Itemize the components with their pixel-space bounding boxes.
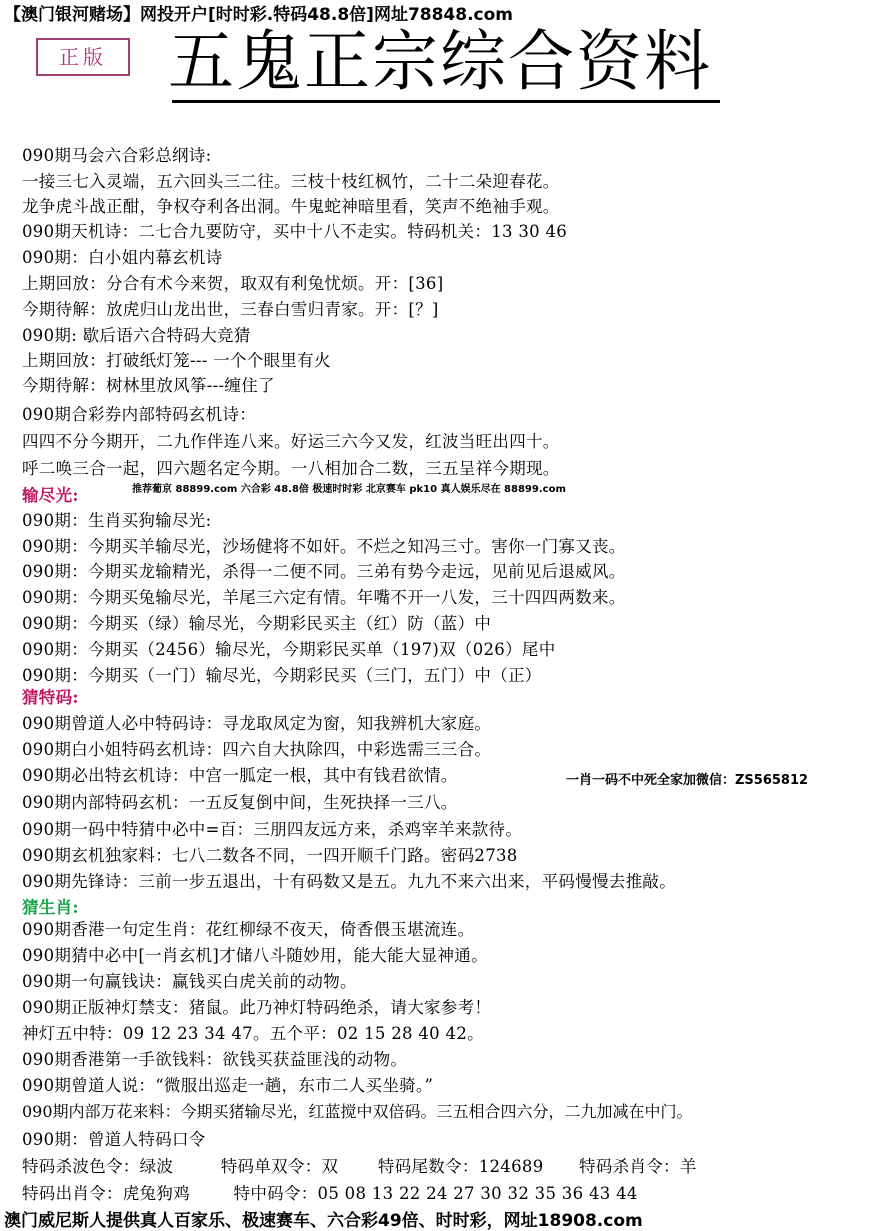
zodiac-line: 神灯五中特：09 12 23 34 47。五个平：02 15 28 40 42。: [22, 1024, 484, 1043]
order-item: 特码出肖令：虎兔狗鸡: [22, 1184, 190, 1203]
lose-line: 090期：今期买（2456）输尽光，今期彩民买单（197)双（026）尾中: [22, 640, 556, 659]
order-item: 特码杀肖令：羊: [579, 1157, 697, 1176]
code-poem-line: 090期白小姐特码玄机诗：四六自大执除四，中彩选需三三合。: [22, 740, 492, 759]
current-puzzle-line: 今期待解：放虎归山龙出世，三春白雪归青家。开：[？]: [22, 300, 439, 319]
bottom-ad-banner[interactable]: 澳门威尼斯人提供真人百家乐、极速赛车、六合彩49倍、时时彩，网址18908.com: [4, 1211, 643, 1231]
xiehouyu-heading: 090期: 歇后语六合特码大竞猜: [22, 326, 251, 345]
mid-ad-banner[interactable]: 推荐葡京 88899.com 六合彩 48.8倍 极速时时彩 北京赛车 pk10 真人娱乐尽在 88899.com: [132, 484, 566, 495]
code-poem-line: 090期曾道人必中特码诗：寻龙取凤定为窗，知我辨机大家庭。: [22, 714, 492, 733]
last-review-line: 上期回放：打破纸灯笼--- 一个个眼里有火: [22, 351, 331, 370]
zodiac-line: 090期曾道人说：“微服出巡走一趟，东市二人买坐骑。”: [22, 1076, 434, 1095]
top-ad-banner[interactable]: 【澳门银河赌场】网投开户[时时彩.特码48.8倍]网址78848.com: [4, 5, 514, 25]
code-poem-line: 090期一码中特猜中必中=百：三朋四友远方来，杀鸡宰羊来款待。: [22, 820, 523, 839]
baixiaojie-heading: 090期：白小姐内幕玄机诗: [22, 248, 223, 267]
internal-poem-line: 四四不分今期开，二九作伴连八来。好运三六今又发，红波当旺出四十。: [22, 432, 560, 451]
lose-line: 090期：生肖买狗输尽光:: [22, 511, 212, 530]
order-item: 特码尾数令：124689: [377, 1157, 544, 1176]
poem-heading: 090期马会六合彩总纲诗:: [22, 146, 212, 165]
tianji-poem-line: 090期天机诗：二七合九要防守，买中十八不走实。特码机关：13 30 46: [22, 222, 568, 241]
zodiac-line: 090期正版神灯禁支：猪鼠。此乃神灯特码绝杀，请大家参考！: [22, 998, 492, 1017]
zodiac-line: 090期香港一句定生肖：花红柳绿不夜天，倚香偎玉堪流连。: [22, 920, 475, 939]
zodiac-line: 090期香港第一手欲钱料：欲钱买获益匪浅的动物。: [22, 1050, 408, 1069]
lose-line: 090期：今期买羊输尽光，沙场健将不如奸。不烂之知冯三寸。害你一门寡又丧。: [22, 537, 626, 556]
zodiac-line: 090期一句赢钱诀：赢钱买白虎关前的动物。: [22, 972, 357, 991]
orders-row-2: [22, 1184, 638, 1204]
code-poem-line: 090期必出特玄机诗：中宫一胍定一根，其中有钱君欲情。: [22, 766, 458, 785]
code-poem-line: 090期先锋诗：三前一步五退出，十有码数又是五。九九不来六出来，平码慢慢去推敲。: [22, 872, 676, 891]
order-item: 特码杀波色令：绿波: [22, 1157, 174, 1176]
code-poem-line: 090期玄机独家料：七八二数各不同，一四开顺千门路。密码2738: [22, 846, 518, 865]
zodiac-line: 090期猜中必中[一肖玄机]才储八斗随妙用，能大能大显神通。: [22, 946, 488, 965]
order-item: 特中码令：05 08 13 22 24 27 30 32 35 36 43 44: [233, 1184, 638, 1203]
lose-line: 090期：今期买龙输精光，杀得一二便不同。三弟有势今走远，见前见后退威风。: [22, 562, 626, 581]
last-review-line: 上期回放：分合有术今来贺，取双有利兔忧烦。开：[36]: [22, 274, 444, 293]
current-puzzle-line: 今期待解：树林里放风筝---缠住了: [22, 376, 275, 395]
internal-poem-line: 呼二唤三合一起，四六题名定今期。一八相加合二数，三五呈祥今期现。: [22, 459, 560, 478]
page-title: 五鬼正宗综合资料: [168, 23, 712, 100]
title-underline: [172, 100, 720, 103]
zodiac-line: 090期内部万花来料：今期买猪输尽光，红蓝搅中双倍码。三五相合四六分，二九加减在中门。: [22, 1102, 693, 1121]
lose-line: 090期：今期买（一门）输尽光，今期彩民买（三门，五门）中（正）: [22, 666, 542, 685]
poem-line: 龙争虎斗战正酣，争权夺利各出洞。牛鬼蛇神暗里看，笑声不绝袖手观。: [22, 197, 560, 216]
zodiac-line: 090期：曾道人特码口令: [22, 1130, 206, 1149]
section-heading-guess-code: 猜特码:: [22, 688, 79, 707]
section-heading-lose: 输尽光:: [22, 486, 79, 505]
lose-line: 090期：今期买（绿）输尽光，今期彩民买主（红）防（蓝）中: [22, 614, 492, 633]
section-heading-guess-zodiac: 猜生肖:: [22, 898, 79, 917]
orders-row-1: [22, 1157, 697, 1177]
poem-line: 一接三七入灵端，五六回头三二往。三枝十枝红枫竹，二十二朵迎春花。: [22, 172, 560, 191]
code-poem-line: 090期内部特码玄机：一五反复倒中间，生死抉择一三八。: [22, 793, 458, 812]
order-item: 特码单双令：双: [220, 1157, 339, 1176]
official-stamp: 正版: [36, 38, 130, 76]
lose-line: 090期：今期买兔输尽光，羊尾三六定有情。年嘴不开一八发，三十四四两数来。: [22, 588, 626, 607]
internal-poem-heading: 090期合彩券内部特码玄机诗：: [22, 405, 256, 424]
wechat-note: 一肖一码不中死全家加微信：ZS565812: [566, 773, 809, 788]
